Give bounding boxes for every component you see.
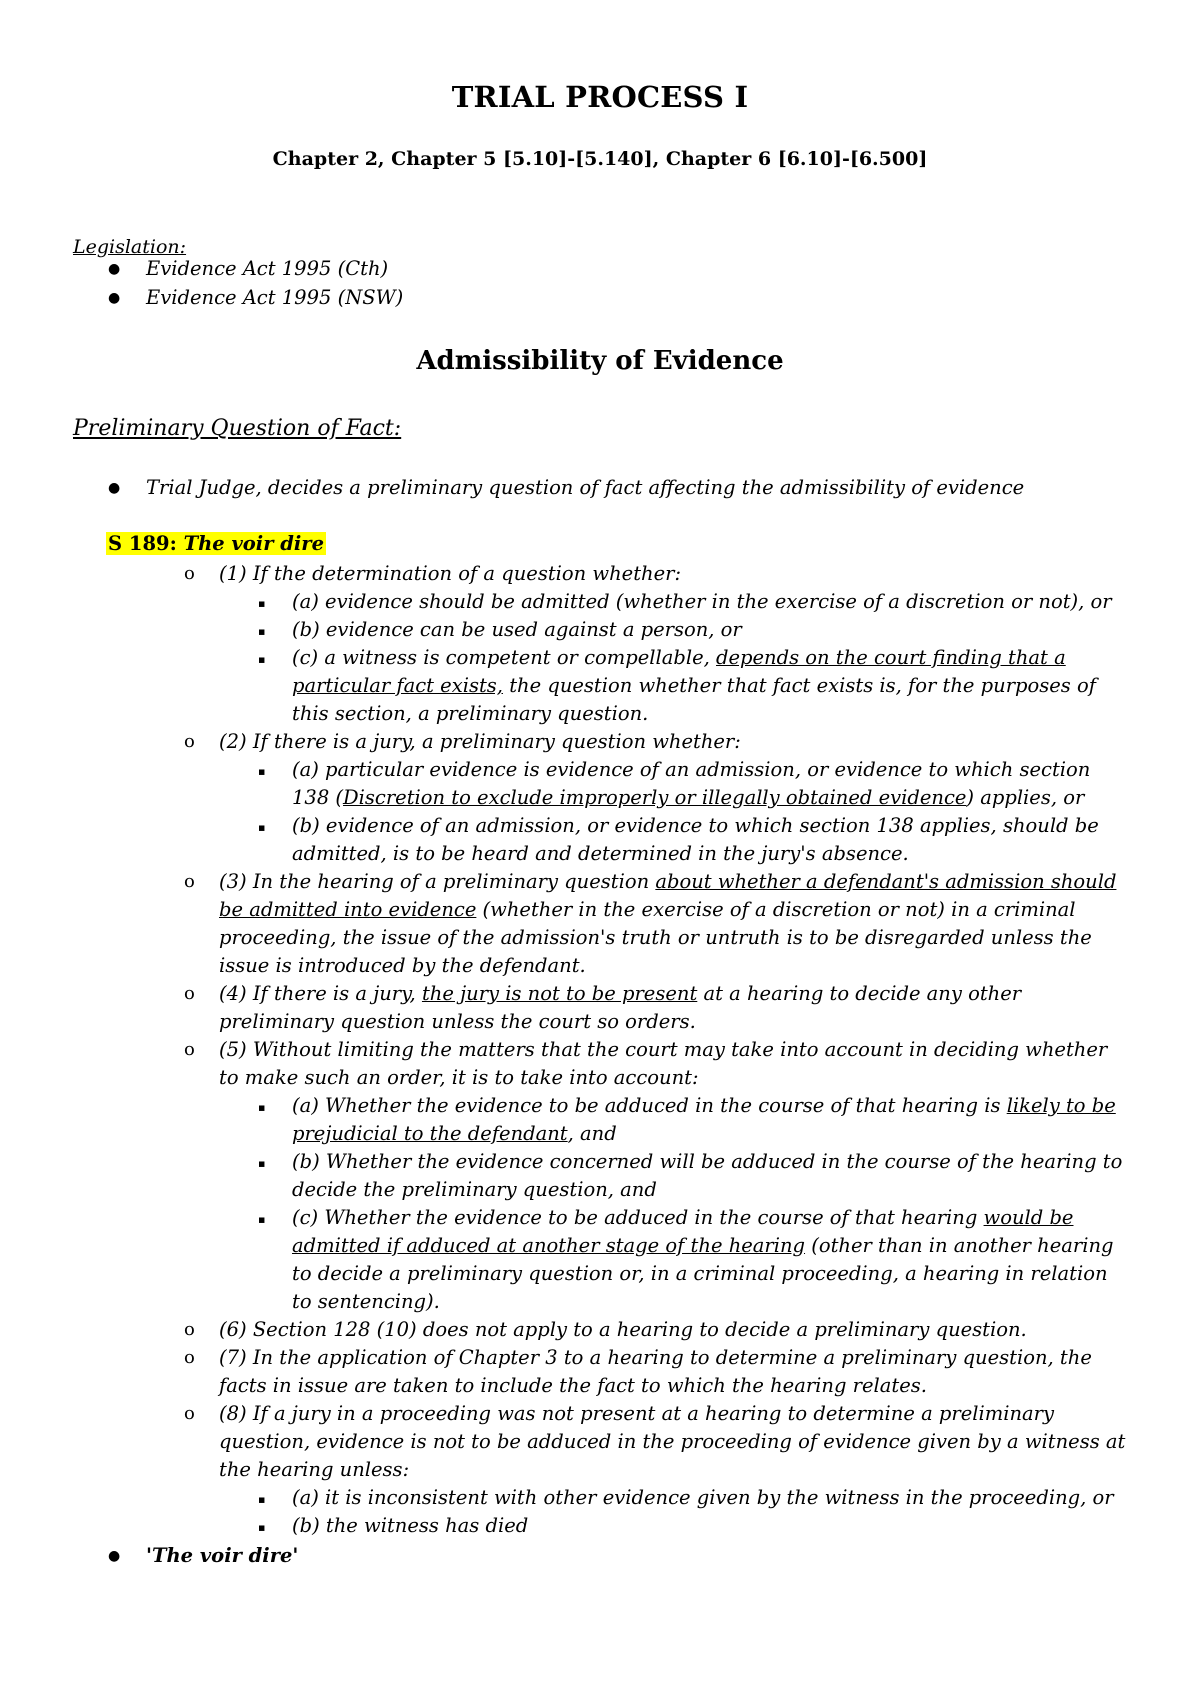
underlined-text: the jury is not to be present <box>421 982 698 1005</box>
underlined-text: Discretion to exclude improperly or illegally obtained evidence <box>343 786 967 809</box>
subsection-2b-line1: (b) evidence of an admission, or evidence to which section 138 applies, should be <box>292 814 1099 837</box>
text-run: , and <box>567 1122 617 1145</box>
bullet-o-icon: o <box>184 1039 195 1060</box>
chapter-reference: Chapter 2, Chapter 5 [5.10]-[5.140], Chapter 6 [6.10]-[6.500] <box>272 148 928 170</box>
subsection-5c-line4: to sentencing). <box>292 1290 440 1313</box>
subsection-2: (2) If there is a jury, a preliminary question whether: <box>219 730 741 753</box>
subsection-3-line2 <box>219 896 1076 924</box>
subsection-5c-line1 <box>292 1204 1073 1232</box>
text-run: (3) In the hearing of a preliminary question <box>219 870 656 893</box>
text-run: (other than in another hearing <box>805 1234 1114 1257</box>
text-run: at a hearing to decide any other <box>697 982 1022 1005</box>
bullet-square-icon: ▪ <box>258 1213 266 1226</box>
subsection-1c-line2 <box>292 672 1096 700</box>
subsection-3-line3: proceeding, the issue of the admission's truth or untruth is to be disregarded unless the <box>219 926 1092 949</box>
intro-bullet-text: Trial Judge, decides a preliminary question of fact affecting the admissibility of evidence <box>146 476 1025 499</box>
underlined-text: depends on the court finding that a <box>716 646 1066 669</box>
bullet-o-icon: o <box>184 1403 195 1424</box>
subsection-2a-line2 <box>292 784 1084 812</box>
text-run: (whether in the exercise of a discretion or not) in a criminal <box>476 898 1076 921</box>
subsection-8-line2: question, evidence is not to be adduced in the proceeding of evidence given by a witness at <box>219 1430 1126 1453</box>
subsection-2b-line2: admitted, is to be heard and determined in the jury's absence. <box>292 842 909 865</box>
subsection-5a-line2 <box>292 1120 617 1148</box>
subsection-4-line2: preliminary question unless the court so orders. <box>219 1010 696 1033</box>
text-run: 138 ( <box>292 786 344 809</box>
text-run: (c) a witness is competent or compellable, <box>292 646 717 669</box>
subsection-7-line1: (7) In the application of Chapter 3 to a hearing to determine a preliminary question, the <box>219 1346 1092 1369</box>
text-run: (c) Whether the evidence to be adduced in the course of that hearing <box>292 1206 984 1229</box>
legislation-item: Evidence Act 1995 (Cth) <box>146 257 389 280</box>
bullet-o-icon: o <box>184 1319 195 1340</box>
subsection-1a: (a) evidence should be admitted (whether in the exercise of a discretion or not), or <box>292 590 1112 613</box>
subsection-1c-line3: this section, a preliminary question. <box>292 702 649 725</box>
text-run: (a) Whether the evidence to be adduced in the course of that hearing is <box>292 1094 1007 1117</box>
subsection-5-line2: to make such an order, it is to take into account: <box>219 1066 699 1089</box>
bullet-dot-icon: ● <box>108 261 121 277</box>
text-run: ) applies, or <box>966 786 1085 809</box>
subsection-3-line4: issue is introduced by the defendant. <box>219 954 586 977</box>
subsection-1c-line1 <box>292 644 1066 672</box>
subsection-5-line1: (5) Without limiting the matters that the court may take into account in deciding whether <box>219 1038 1108 1061</box>
underlined-text: would be <box>983 1206 1074 1229</box>
bullet-o-icon: o <box>184 731 195 752</box>
bullet-square-icon: ▪ <box>258 765 266 778</box>
bullet-o-icon: o <box>184 983 195 1004</box>
underlined-text: prejudicial to the defendant <box>292 1122 568 1145</box>
bullet-square-icon: ▪ <box>258 1521 266 1534</box>
bullet-square-icon: ▪ <box>258 821 266 834</box>
bullet-dot-icon: ● <box>108 290 121 306</box>
subsection-3-line1 <box>219 868 1116 896</box>
bullet-square-icon: ▪ <box>258 1493 266 1506</box>
bullet-o-icon: o <box>184 1347 195 1368</box>
text-run: the question whether that fact exists is, for the purposes of <box>503 674 1096 697</box>
subsection-8a: (a) it is inconsistent with other evidence given by the witness in the proceeding, or <box>292 1486 1114 1509</box>
subsection-8b: (b) the witness has died <box>292 1514 529 1537</box>
underlined-text: admitted if adduced at another stage of the hearing <box>292 1234 806 1257</box>
subsection-7-line2: facts in issue are taken to include the fact to which the hearing relates. <box>219 1374 927 1397</box>
subsection-1b: (b) evidence can be used against a person, or <box>292 618 742 641</box>
bullet-o-icon: o <box>184 563 195 584</box>
subsection-8-line3: the hearing unless: <box>219 1458 410 1481</box>
page-title: TRIAL PROCESS I <box>451 80 749 114</box>
bullet-dot-icon: ● <box>108 480 121 496</box>
section-189-heading <box>106 532 326 555</box>
subsection-5c-line2 <box>292 1232 1114 1260</box>
underlined-text: particular fact exists, <box>292 674 503 697</box>
section-heading: Admissibility of Evidence <box>416 346 784 376</box>
subsection-5c-line3: to decide a preliminary question or, in a criminal proceeding, a hearing in relation <box>292 1262 1108 1285</box>
underlined-text: be admitted into evidence <box>219 898 477 921</box>
legislation-item: Evidence Act 1995 (NSW) <box>146 286 404 309</box>
subsection-5b-line1: (b) Whether the evidence concerned will be adduced in the course of the hearing to <box>292 1150 1123 1173</box>
section-label: S 189: <box>108 532 177 555</box>
subsection-8-line1: (8) If a jury in a proceeding was not present at a hearing to determine a preliminary <box>219 1402 1054 1425</box>
bullet-square-icon: ▪ <box>258 625 266 638</box>
subsection-1: (1) If the determination of a question whether: <box>219 562 682 585</box>
bullet-square-icon: ▪ <box>258 1157 266 1170</box>
underlined-text: about whether a defendant's admission should <box>655 870 1117 893</box>
text-run: (4) If there is a jury, <box>219 982 422 1005</box>
bullet-square-icon: ▪ <box>258 1101 266 1114</box>
subsection-4-line1 <box>219 980 1021 1008</box>
underlined-text: likely to be <box>1006 1094 1116 1117</box>
section-title: The voir dire <box>183 532 324 555</box>
subheading: Preliminary Question of Fact: <box>73 416 402 441</box>
subsection-5b-line2: decide the preliminary question, and <box>292 1178 657 1201</box>
bullet-dot-icon: ● <box>108 1548 121 1564</box>
voir-dire-bullet: 'The voir dire' <box>146 1544 299 1567</box>
bullet-square-icon: ▪ <box>258 597 266 610</box>
legislation-label: Legislation: <box>73 236 187 258</box>
subsection-6: (6) Section 128 (10) does not apply to a hearing to decide a preliminary question. <box>219 1318 1027 1341</box>
bullet-o-icon: o <box>184 871 195 892</box>
subsection-5a-line1 <box>292 1092 1116 1120</box>
bullet-square-icon: ▪ <box>258 653 266 666</box>
subsection-2a-line1: (a) particular evidence is evidence of an admission, or evidence to which section <box>292 758 1091 781</box>
